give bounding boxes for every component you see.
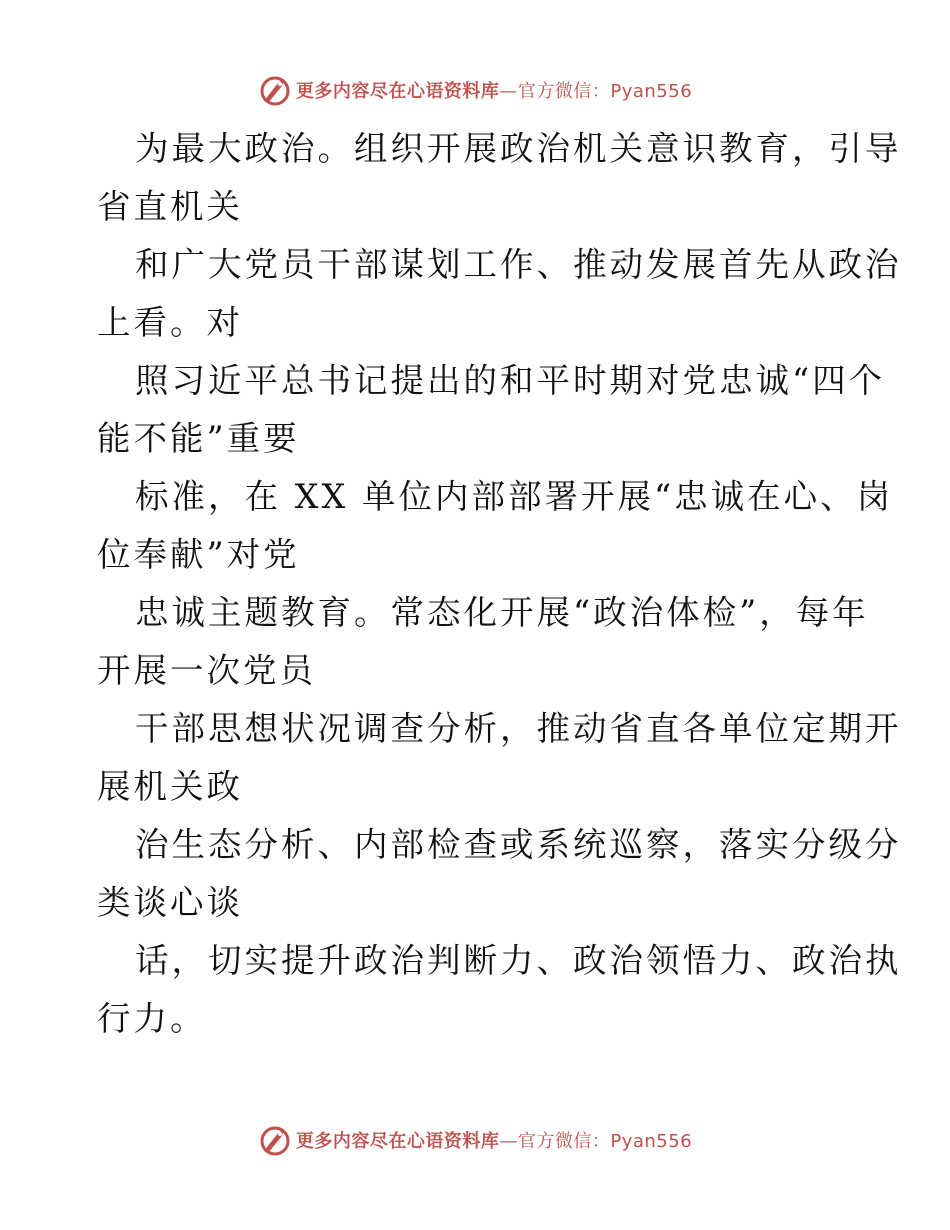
document-body (97, 120, 902, 1048)
paragraph-line: 话，切实提升政治判断力、政治领悟力、政治执 (135, 941, 902, 980)
footer-banner-main: 更多内容尽在心语资料库 (295, 1131, 500, 1152)
page-header-banner (0, 70, 950, 110)
paragraph-line: 类谈心谈 (97, 883, 243, 922)
paragraph-line: 开展一次党员 (97, 651, 316, 690)
paragraph-line: 为最大政治。组织开展政治机关意识教育，引导 (135, 129, 902, 168)
paragraph-line: 忠诚主题教育。常态化开展“政治体检”，每年 (135, 593, 869, 632)
paragraph-line: 能不能”重要 (97, 419, 300, 458)
footer-banner-text (296, 1127, 692, 1153)
footer-banner-rest: 官方微信：Pyan556 (517, 1131, 693, 1152)
header-banner-rest: 官方微信：Pyan556 (517, 81, 693, 102)
pen-nib-logo-icon (258, 73, 292, 107)
paragraph-line: 展机关政 (97, 767, 243, 806)
pen-nib-logo-icon (258, 1123, 292, 1157)
paragraph-line: 标准，在 XX 单位内部部署开展“忠诚在心、岗 (135, 477, 894, 516)
page-footer-banner (0, 1120, 950, 1160)
paragraph-line: 干部思想状况调查分析，推动省直各单位定期开 (135, 709, 902, 748)
paragraph-line: 省直机关 (97, 187, 243, 226)
paragraph-line: 和广大党员干部谋划工作、推动发展首先从政治 (135, 245, 902, 284)
header-banner-main: 更多内容尽在心语资料库 (295, 81, 500, 102)
paragraph-line: 位奉献”对党 (97, 535, 300, 574)
paragraph-line: 行力。 (97, 999, 207, 1038)
paragraph-line: 照习近平总书记提出的和平时期对党忠诚“四个 (135, 361, 886, 400)
paragraph-line: 上看。对 (97, 303, 243, 342)
header-banner-dash: — (499, 81, 518, 102)
paragraph-line: 治生态分析、内部检查或系统巡察，落实分级分 (135, 825, 902, 864)
header-banner-text (296, 77, 692, 103)
footer-banner-dash: — (499, 1131, 518, 1152)
